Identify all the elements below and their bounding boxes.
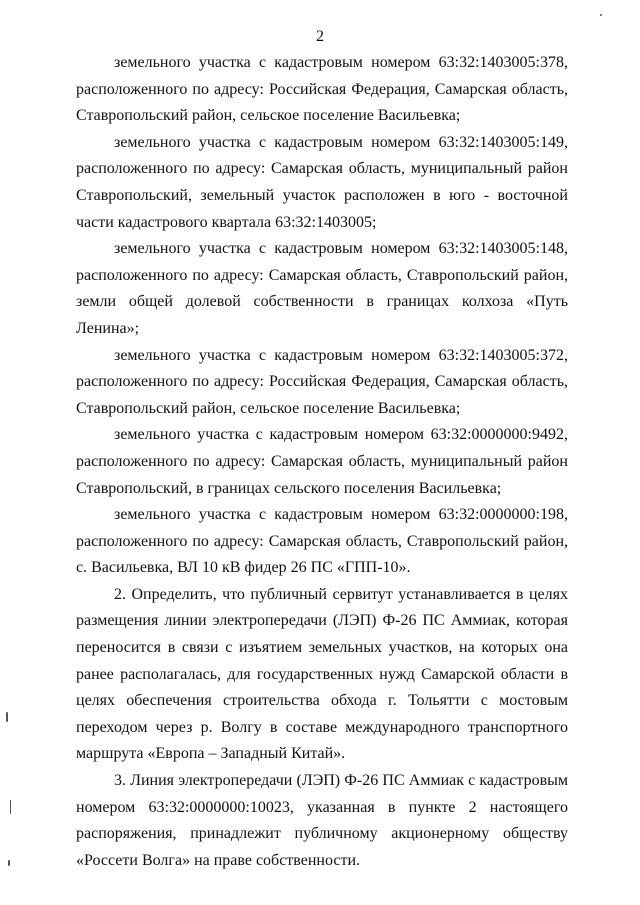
paragraph-item-3: 3. Линия электропередачи (ЛЭП) Ф-26 ПС Аммиак с кадастровым номером 63:32:0000000:10023, указанная в пункте 2 настоящего распоряжения, принадлежит публичному акционерному обществу «Россети Волга» на праве собственности. (76, 772, 568, 869)
page-number: 2 (316, 28, 324, 45)
paragraph-land-plot-372: земельного участка с кадастровым номером 63:32:1403005:372, расположенного по адресу: Российская Федерация, Самарская область, Ставропольский район, сельское поселение Васильевка; (76, 346, 568, 417)
paragraph-land-plot-148: земельного участка с кадастровым номером 63:32:1403005:148, расположенного по адресу: Самарская область, Ставропольский район, земли общей долевой собственности в границах колхоза «Путь Ленина»; (76, 240, 568, 337)
paragraph-land-plot-198: земельного участка с кадастровым номером 63:32:0000000:198, расположенного по адресу: Самарская область, Ставропольский район, с. Васильевка, ВЛ 10 кВ фидер 26 ПС «ГПП-10». (76, 506, 568, 577)
scan-speck (10, 800, 11, 814)
document-body (76, 50, 568, 874)
scan-speck (6, 712, 8, 722)
scan-speck (600, 14, 602, 16)
paragraph-land-plot-9492: земельного участка с кадастровым номером 63:32:0000000:9492, расположенного по адресу: Самарская область, муниципальный район Ставропольский, в границах сельского поселения Васильевка; (76, 426, 568, 497)
paragraph-land-plot-378: земельного участка с кадастровым номером 63:32:1403005:378, расположенного по адресу: Российская Федерация, Самарская область, Ставропольский район, сельское поселение Васильевка; (76, 54, 568, 125)
paragraph-land-plot-149: земельного участка с кадастровым номером 63:32:1403005:149, расположенного по адресу: Самарская область, муниципальный район Ставропольский, земельный участок расположен в юго - восточной части кадастрового квартала 63:32:1403005; (76, 133, 568, 231)
scan-speck (8, 860, 10, 866)
paragraph-item-2: 2. Определить, что публичный сервитут устанавливается в целях размещения линии электропередачи (ЛЭП) Ф-26 ПС Аммиак, которая переносится в связи с изъятием земельных участков, на которых она ранее располагалась, для государственных нужд Самарской области в целях обеспечения строительства обхода г. Тольятти с мостовым переходом через р. Волгу в составе международного транспортного маршрута «Европа – Западный Китай». (76, 585, 568, 763)
